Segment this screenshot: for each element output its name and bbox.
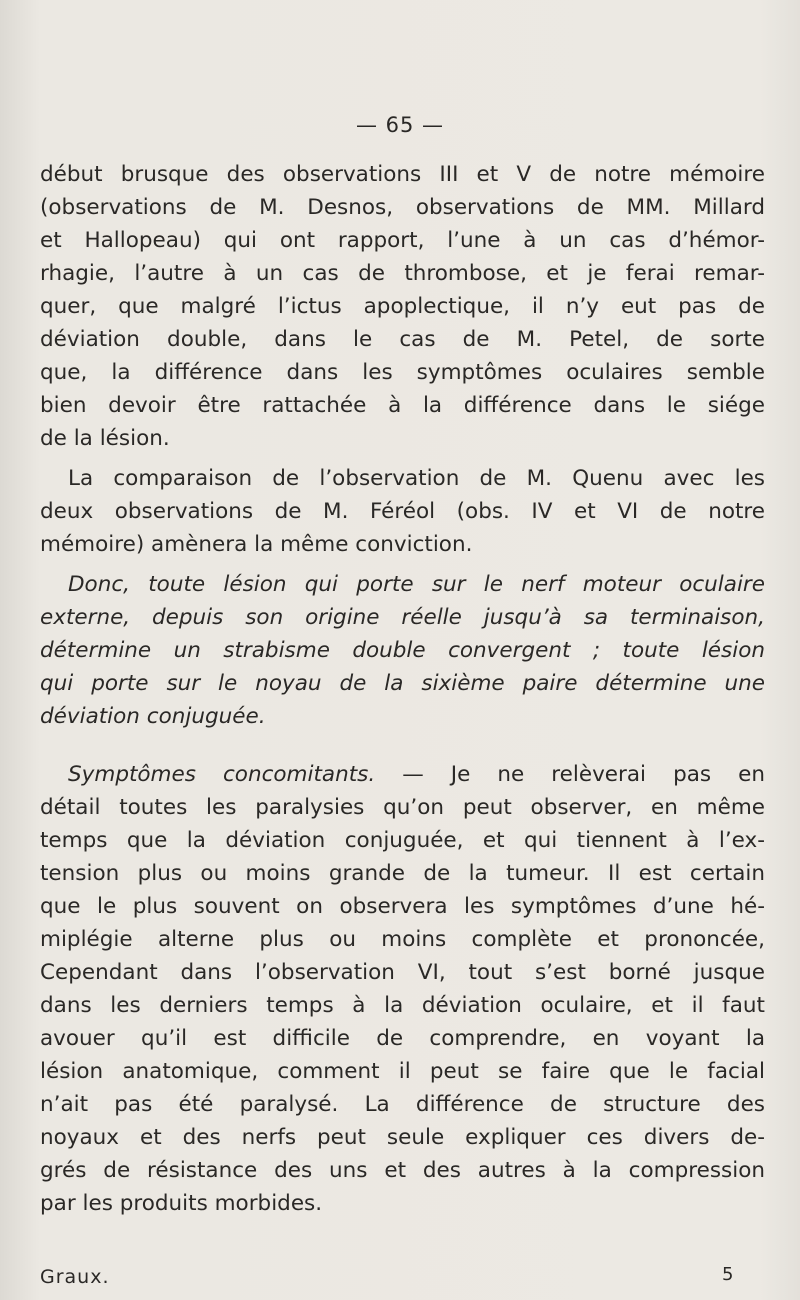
text-line — [68, 760, 765, 790]
text-line: grés de résistance des uns et des autres à la compression — [40, 1158, 765, 1183]
text-line: mémoire) amènera la même conviction. — [40, 532, 473, 557]
text-line: quer, que malgré l’ictus apoplectique, il n’y eut pas de — [40, 294, 765, 319]
section-heading: Symptômes concomitants. — [68, 762, 376, 787]
text-line: bien devoir être rattachée à la différence dans le siége — [40, 393, 765, 418]
text-line: et Hallopeau) qui ont rapport, l’une à un cas d’hémor- — [40, 228, 765, 253]
sheet-number: 5 — [722, 1264, 734, 1285]
text-line: miplégie alterne plus ou moins complète et prononcée, — [40, 927, 765, 952]
text-line: que le plus souvent on observera les symptômes d’une hé- — [40, 894, 765, 919]
heading-continuation: — Je ne relèverai pas en — [375, 762, 765, 787]
text-line: Cependant dans l’observation VI, tout s’est borné jusque — [40, 960, 765, 985]
text-line: La comparaison de l’observation de M. Quenu avec les — [68, 466, 765, 491]
text-line: que, la différence dans les symptômes oculaires semble — [40, 360, 765, 385]
text-line: par les produits morbides. — [40, 1191, 323, 1216]
italic-text-line: externe, depuis son origine réelle jusqu’à sa terminaison, — [40, 605, 765, 630]
text-line: de la lésion. — [40, 426, 170, 451]
text-line: début brusque des observations III et V de notre mémoire — [40, 162, 765, 187]
text-line: lésion anatomique, comment il peut se faire que le facial — [40, 1059, 765, 1084]
page-number: — 65 — — [355, 113, 445, 137]
text-line: noyaux et des nerfs peut seule expliquer ces divers de- — [40, 1125, 765, 1150]
text-line: deux observations de M. Féréol (obs. IV et VI de notre — [40, 499, 765, 524]
text-line: tension plus ou moins grande de la tumeur. Il est certain — [40, 861, 765, 886]
text-line: (observations de M. Desnos, observations de MM. Millard — [40, 195, 765, 220]
signature-mark: Graux. — [40, 1266, 110, 1288]
italic-text-line: Donc, toute lésion qui porte sur le nerf moteur oculaire — [68, 572, 765, 597]
text-line: déviation double, dans le cas de M. Petel, de sorte — [40, 327, 765, 352]
text-line: dans les derniers temps à la déviation oculaire, et il faut — [40, 993, 765, 1018]
italic-text-line: qui porte sur le noyau de la sixième paire détermine une — [40, 671, 765, 696]
text-line: n’ait pas été paralysé. La différence de structure des — [40, 1092, 765, 1117]
text-line: temps que la déviation conjuguée, et qui tiennent à l’ex- — [40, 828, 765, 853]
text-line: avouer qu’il est difficile de comprendre, en voyant la — [40, 1026, 765, 1051]
text-line: rhagie, l’autre à un cas de thrombose, et je ferai remar- — [40, 261, 765, 286]
text-line: détail toutes les paralysies qu’on peut observer, en même — [40, 795, 765, 820]
italic-text-line: déviation conjuguée. — [40, 704, 266, 729]
italic-text-line: détermine un strabisme double convergent ; toute lésion — [40, 638, 765, 663]
